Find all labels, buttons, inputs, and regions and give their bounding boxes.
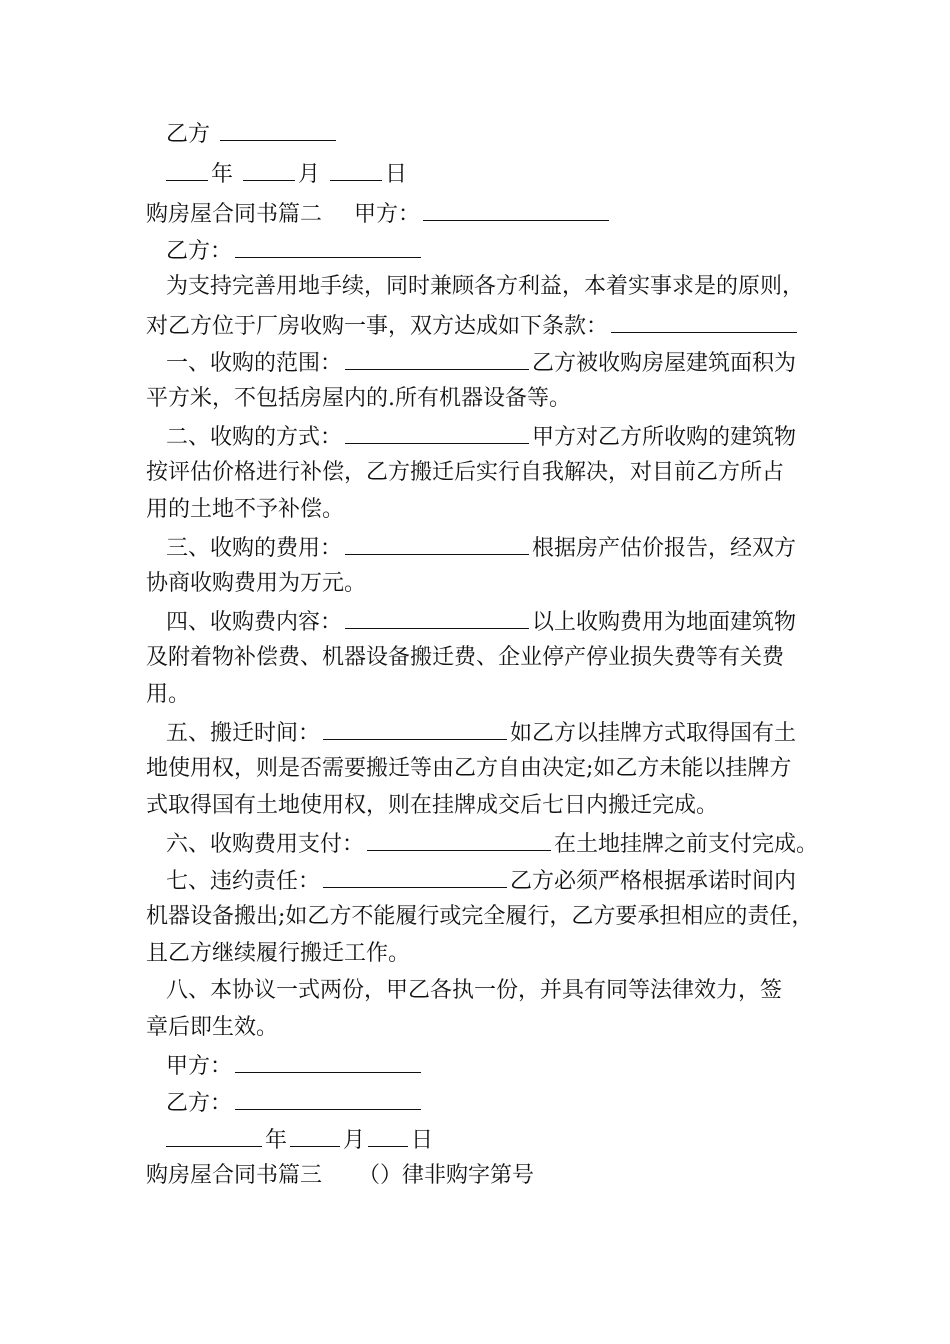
clause-6-line-1 — [166, 830, 818, 858]
intro-line-2 — [146, 312, 800, 340]
clause-2-line-3: 用的土地不予补偿。 — [146, 497, 345, 522]
clause-3-line-2: 协商收购费用为万元。 — [146, 571, 367, 596]
year-label: 年 — [211, 162, 234, 187]
clause-2-text-1: 甲方对乙方所收购的建筑物 — [532, 425, 797, 450]
clause-2-line-2: 按评估价格进行补偿，乙方搬迁后实行自我解决，对目前乙方所占 — [146, 460, 785, 485]
date-bottom-line — [163, 1126, 433, 1154]
clause-3-text-1: 根据房产估价报告，经双方 — [532, 536, 797, 561]
sign-a-label: 甲方： — [166, 1054, 233, 1079]
day-blank — [330, 160, 382, 181]
clause-6-blank — [367, 830, 551, 851]
month-label: 月 — [298, 162, 321, 187]
month-bottom-blank — [290, 1126, 340, 1147]
party-b-line — [166, 237, 424, 265]
sign-a-line — [166, 1052, 424, 1080]
day-label: 日 — [385, 162, 408, 187]
clause-5-line-2: 地使用权，则是否需要搬迁等由乙方自由决定;如乙方未能以挂牌方 — [146, 756, 792, 781]
clause-7-line-2: 机器设备搬出;如乙方不能履行或完全履行，乙方要承担相应的责任， — [146, 904, 814, 929]
clause-7-line-3: 且乙方继续履行搬迁工作。 — [146, 941, 411, 966]
clause-1-blank — [345, 349, 529, 370]
heading-two: 购房屋合同书篇二 — [146, 202, 323, 227]
clause-5-blank — [323, 719, 507, 740]
intro-text-2: 对乙方位于厂房收购一事，双方达成如下条款： — [146, 314, 609, 339]
party-b-label: 乙方： — [166, 239, 233, 264]
party-b-top-line — [166, 120, 339, 148]
clause-2-label: 二、收购的方式： — [166, 425, 343, 450]
clause-5-line-1 — [166, 719, 796, 747]
clause-4-line-2: 及附着物补偿费、机器设备搬迁费、企业停产停业损失费等有关费 — [146, 645, 785, 670]
clause-1-label: 一、收购的范围： — [166, 351, 343, 376]
party-a-blank — [423, 200, 609, 221]
party-b-top-label: 乙方 — [166, 122, 211, 147]
day-bottom-blank — [368, 1126, 408, 1147]
day-bottom-label: 日 — [411, 1128, 434, 1153]
heading-three: 购房屋合同书篇三 — [146, 1163, 323, 1188]
clause-8-line-1: 八、本协议一式两份，甲乙各执一份，并具有同等法律效力，签 — [166, 978, 783, 1003]
clause-3-label: 三、收购的费用： — [166, 536, 343, 561]
party-b-top-blank — [220, 120, 336, 141]
clause-7-label: 七、违约责任： — [166, 869, 321, 894]
clause-7-blank — [323, 867, 507, 888]
clause-4-label: 四、收购费内容： — [166, 610, 343, 635]
year-bottom-label: 年 — [265, 1128, 288, 1153]
intro-blank — [611, 312, 797, 333]
clause-7-text-1: 乙方必须严格根据承诺时间内 — [510, 869, 797, 894]
clause-3-line-1 — [166, 534, 796, 562]
clause-4-line-1 — [166, 608, 796, 636]
clause-6-label: 六、收购费用支付： — [166, 832, 365, 857]
clause-5-text-1: 如乙方以挂牌方式取得国有土 — [510, 721, 797, 746]
clause-4-text-1: 以上收购费用为地面建筑物 — [532, 610, 797, 635]
sign-b-line — [166, 1089, 424, 1117]
sign-b-label: 乙方： — [166, 1091, 233, 1116]
clause-2-line-1 — [166, 423, 796, 451]
clause-8-line-2: 章后即生效。 — [146, 1015, 279, 1040]
year-bottom-blank — [166, 1126, 262, 1147]
clause-3-blank — [345, 534, 529, 555]
sign-a-blank — [235, 1052, 421, 1073]
heading-two-line — [146, 200, 612, 228]
heading-three-line — [146, 1163, 534, 1189]
clause-1-text-1: 乙方被收购房屋建筑面积为 — [532, 351, 797, 376]
clause-2-blank — [345, 423, 529, 444]
sign-b-blank — [235, 1089, 421, 1110]
clause-6-text-1: 在土地挂牌之前支付完成。 — [554, 832, 819, 857]
clause-4-blank — [345, 608, 529, 629]
date-top-line — [163, 160, 407, 188]
party-b-blank — [235, 237, 421, 258]
clause-5-line-3: 式取得国有土地使用权，则在挂牌成交后七日内搬迁完成。 — [146, 793, 719, 818]
clause-1-line-1 — [166, 349, 796, 377]
clause-5-label: 五、搬迁时间： — [166, 721, 321, 746]
month-blank — [243, 160, 295, 181]
clause-1-line-2: 平方米，不包括房屋内的.所有机器设备等。 — [146, 386, 571, 411]
heading-three-suffix: （）律非购字第号 — [358, 1163, 535, 1188]
party-a-label: 甲方： — [354, 202, 421, 227]
month-bottom-label: 月 — [343, 1128, 366, 1153]
clause-4-line-3: 用。 — [146, 682, 191, 707]
clause-7-line-1 — [166, 867, 796, 895]
intro-line-1: 为支持完善用地手续，同时兼顾各方利益，本着实事求是的原则， — [166, 274, 805, 299]
year-blank — [166, 160, 208, 181]
